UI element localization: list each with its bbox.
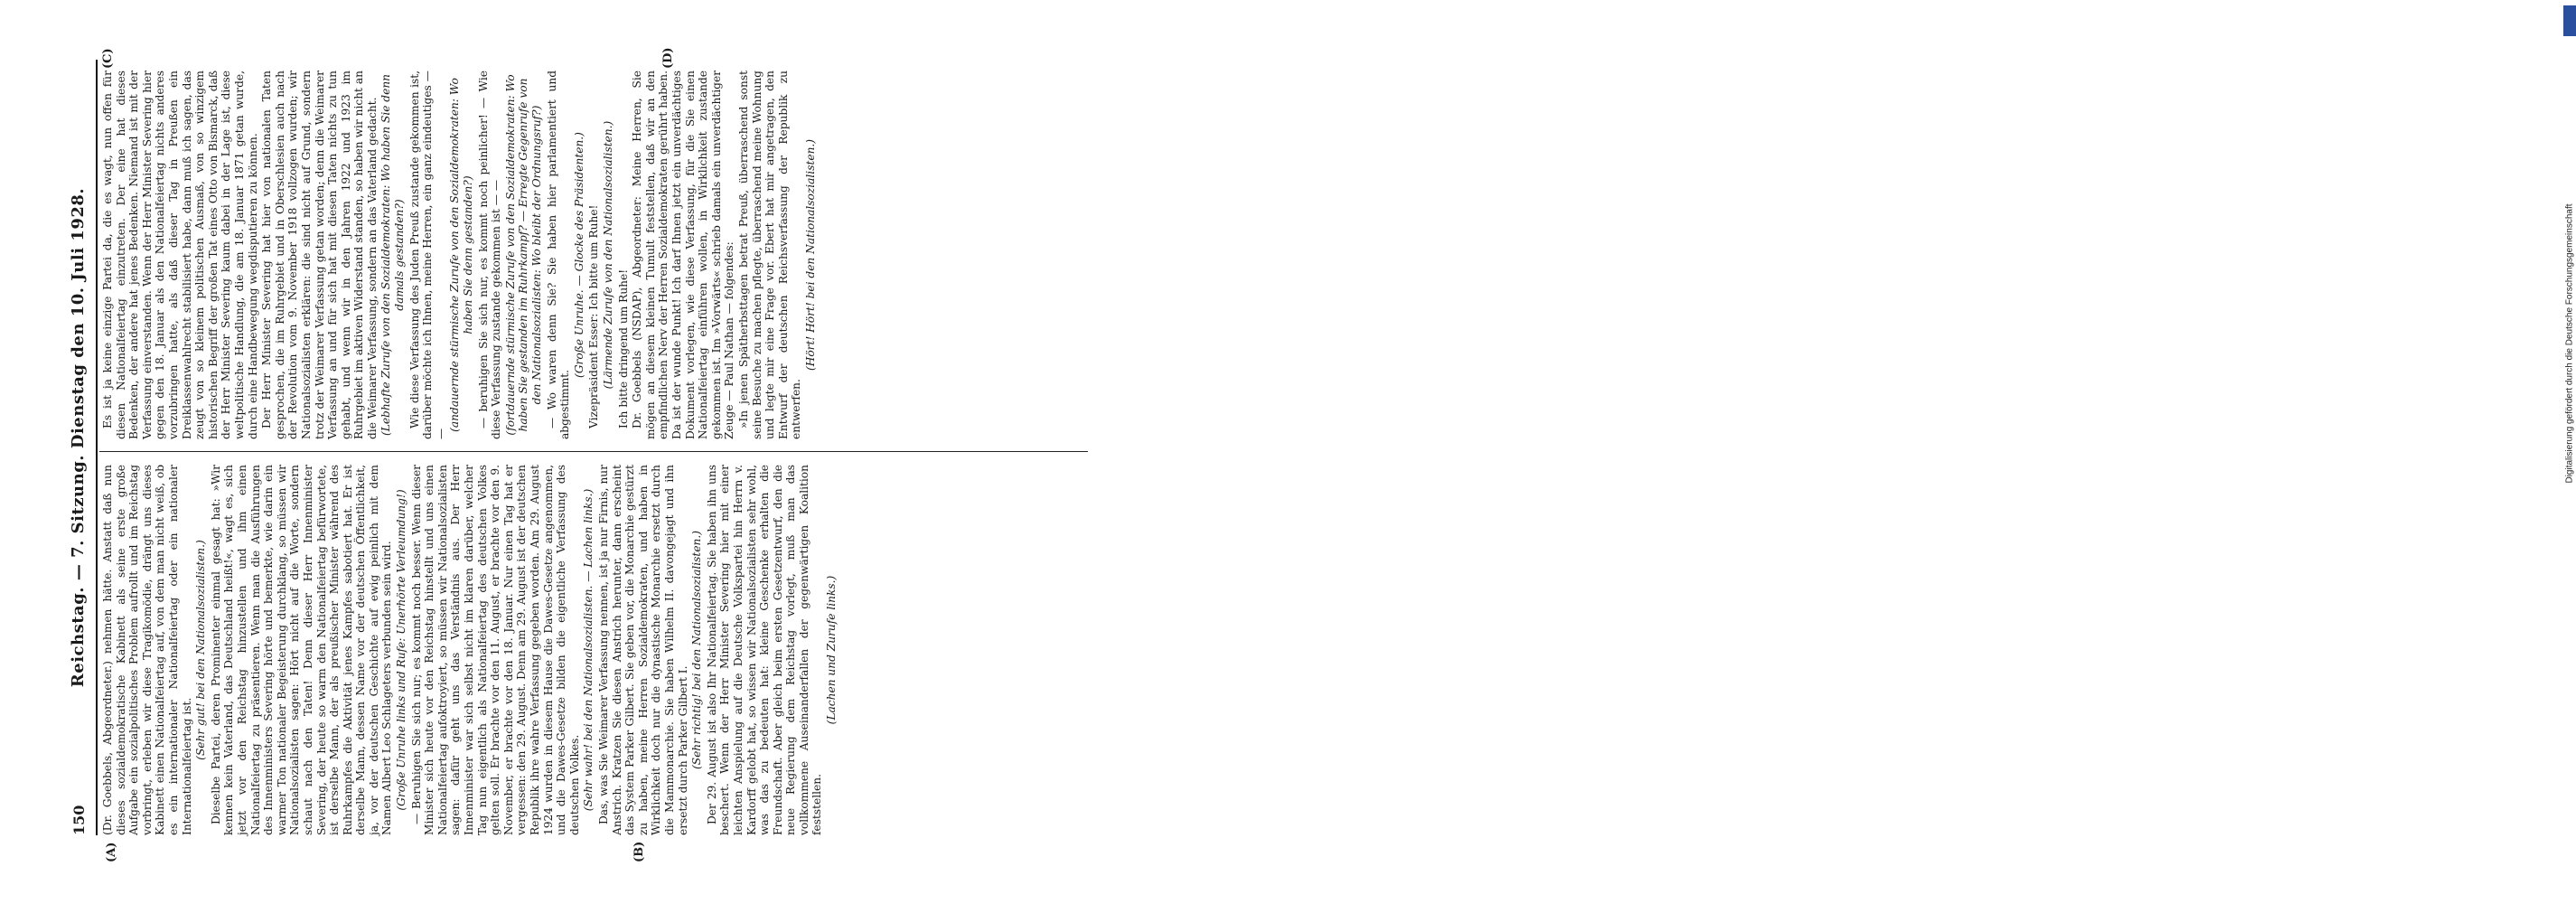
- dfg-sidebar: [1281, 0, 2575, 904]
- interjection: (Große Unruhe. — Glocke des Präsidenten.): [572, 132, 585, 378]
- interjection: (Lebhafte Zurufe von den Sozialdemokraten: Wo haben Sie denn damals gestanden?): [379, 73, 407, 437]
- paragraph: Das, was Sie Weimarer Verfassung nennen, ist ja nur Firnis, nur Anstrich. Kratzen Sie diesen Anstrich herunter, dann erscheint das System Parker Gilbert. Sie geben vor, die Monarchie gestürzt zu haben, meine Herren Sozialdemokraten, und haben in Wirklichkeit doch nur die dynastische Monarchie ersetzt durch die Mammonarchie. Sie haben Wilhelm II. davongejagt und ihn ersetzt durch Parker Gilbert I.: [596, 465, 689, 835]
- interjection: (Lachen und Zurufe links.): [825, 575, 838, 725]
- interjection: (Sehr wahr! bei den Nationalsozialisten. — Lachen links.): [582, 488, 595, 812]
- paragraph: Dieselbe Partei, deren Prominenter einmal gesagt hat: »Wir kennen kein Vaterland, das Deutschland heißt!«, wagt es, sich jetzt vor den Reichstag hinzustellen und ihm einen Nationalfeiertag zu präsentieren. Wenn man die Ausführungen des Innenministers Severing hörte und bemerkte, wie darin ein warmer Ton nationaler Begeisterung durchklang, so müssen wir Nationalsozialisten sagen: Hört nicht auf die Worte, sondern schaut nach den Taten! Denn dieser Herr Innenminister Severing, der heute so warm den Nationalfeiertag befürwortete, ist derselbe Mann, der als preußischer Minister während des Ruhrkampfes die Aktivität jenes Kampfes sabotiert hat. Er ist derselbe Mann, dessen Name vor der deutschen Öffentlichkeit, ja, vor der deutschen Geschichte auf ewig peinlich mit dem Namen Albert Leo Schlageters verbunden sein wird.: [209, 465, 394, 835]
- paragraph: — Wo waren denn Sie? Sie haben hier parlamentiert und abgestimmt.: [545, 71, 572, 439]
- paragraph: — Beruhigen Sie sich nur; es kommt noch besser. Wenn dieser Minister sich heute vor den Reichstag hinstellt und uns einen Nationalfeiertag aufoktroyiert, so müssen wir Nationalsozialisten sagen: dafür geht uns das Verständnis aus. Der Herr Innenminister war sich selbst nicht im klaren darüber, welcher Tag nun eigentlich als Nationalfeiertag des deutschen Volkes gelten soll. Er brachte vor den 11. August, er brachte vor den 9. November, er brachte vor den 18. Januar. Nur einen Tag hat er vergessen: den 29. August. Denn am 29. August ist der deutschen Republik ihre wahre Verfassung gegeben worden. Am 29. August 1924 wurden in diesem Hause die Dawes-Gesetze angenommen, und die Dawes-Gesetze bilden die eigentliche Verfassung des deutschen Volkes.: [409, 465, 581, 835]
- paragraph: Der Herr Minister Severing hat hier von nationalen Taten gesprochen, die im Ruhrgebiet und in Oberschlesien auch nach der Revolution vom 9. November 1918 vollzogen wurden; wir Nationalsozialisten erklären: die sind nicht auf Grund, sondern trotz der Weimarer Verfassung getan worden; denn die Weimarer Verfassung an und für sich hat mit diesen Taten nichts zu tun gehabt, und wenn wir in den Jahren 1922 und 1923 im Ruhrgebiet im aktiven Widerstand standen, so haben wir nicht an die Weimarer Verfassung, sondern an das Vaterland gedacht.: [260, 71, 379, 439]
- margin-marker-b: (B): [632, 841, 646, 862]
- column-divider: [99, 451, 1088, 452]
- interjection: (Sehr richtig! bei den Nationalsozialisten.): [690, 530, 704, 770]
- interjection: (andauernde stürmische Zurufe von den Sozialdemokraten: Wo haben Sie denn gestanden?): [448, 78, 475, 432]
- funding-credit: Digitalisierung gefördert durch die Deutsche Forschungsgemeinschaft: [2564, 203, 2575, 484]
- left-column: [101, 465, 1086, 835]
- paragraph: (Dr. Goebbels, Abgeordneter.) nehmen hätte. Anstatt daß nun dieses sozialdemokratische Kabinett als seine erste große Aufgabe ein sozialpolitisches Problem aufrollt und im Reichstag vorbringt, erleben wir diese Tragikomödie, drängt uns dieses Kabinett einen Nationalfeiertag auf, von dem man nicht weiß, ob es ein internationaler Nationalfeiertag oder ein nationaler Internationalfeiertag ist.: [101, 465, 193, 835]
- dfg-logo: [2563, 5, 2576, 36]
- paragraph: — beruhigen Sie sich nur, es kommt noch peinlicher! — Wie diese Verfassung zustande gekommen ist — —: [476, 71, 503, 439]
- paragraph: Vizepräsident Esser: Ich bitte um Ruhe!: [587, 204, 601, 428]
- paragraph: Wie diese Verfassung des Juden Preuß zustande gekommen ist, darüber möchte ich Ihnen, meine Herren, ein ganz eindeutiges — —: [407, 71, 447, 439]
- interjection: (Lärmende Zurufe von den Nationalsozialisten.): [601, 120, 614, 390]
- interjection: (Hört! Hört! bei den Nationalsozialisten.): [803, 138, 817, 372]
- paragraph: Es ist ja keine einzige Partei da, die es wagt, nun offen für diesen Nationalfeiertag einzutreten. Der eine hat dieses Bedenken, der andere hat jenes Bedenken. Niemand ist mit der Verfassung einverstanden. Wenn der Herr Minister Severing hier gegen den 18. Januar als den Nationalfeiertag nichts anderes vorzubringen hatte, als daß dieser Tag in Preußen ein Dreiklassenwahlrecht stabilisiert habe, dann muß ich sagen, das zeugt von so kleinem politischen Ausmaß, von so winzigem historischen Begriff der großen Tat eines Otto von Bismarck, daß der Herr Minister Severing kaum dabei in der Lage ist, diese weltpolitische Handlung, die am 18. Januar 1871 getan wurde, durch eine Handbewegung wegdisputieren zu können.: [101, 71, 259, 439]
- paragraph: Dr. Goebbels (NSDAP), Abgeordneter: Meine Herren, Sie mögen an diesem kleinen Tumult feststellen, daß wir an den empfindlichen Nerv der Herren Sozialdemokraten gerührt haben. Da ist der wunde Punkt! Ich darf Ihnen jetzt ein unverdächtiges Dokument vorlegen, wie diese Verfassung, für die Sie einen Nationalfeiertag einführen wollen, in Wirklichkeit zustande gekommen ist. Im »Vorwärts« schrieb damals ein unverdächtiger Zeuge — Paul Nathan — folgendes:: [631, 71, 736, 439]
- margin-marker-d: (D): [661, 47, 675, 69]
- quotation: »In jenen Spätherbsttagen betrat Preuß, überraschend sonst seine Besuche zu machen pflegte, überraschend meine Wohnung und legte mir eine Frage vor. Ebert hat mir angetragen, den Entwurf der deutschen Reichsverfassung der Republik zu entwerfen.: [736, 71, 803, 439]
- margin-marker-a: (A): [105, 842, 118, 862]
- page-header: [65, 60, 98, 835]
- margin-marker-c: (C): [101, 48, 115, 69]
- right-column: [101, 71, 1086, 439]
- rotated-page-content: [65, 47, 1091, 862]
- running-title: Reichstag. — 7. Sitzung. Dienstag den 10. Juli 1928.: [69, 187, 88, 688]
- paragraph: Ich bitte dringend um Ruhe!: [616, 268, 630, 428]
- interjection: (Sehr gut! bei den Nationalsozialisten.): [194, 540, 208, 760]
- header-rule: [96, 60, 98, 835]
- interjection: (Große Unruhe links und Rufe: Unerhörte Verleumdung!): [395, 489, 408, 811]
- page-number: 150: [70, 805, 88, 835]
- paragraph: Der 29. August ist also Ihr Nationalfeiertag. Sie haben ihn uns beschert. Wenn der Herr Minister Severing hier mit einer leichten Anspielung auf die Deutsche Volkspartei hin Herrn v. Kardorff gelobt hat, so wissen wir Nationalsozialisten sehr wohl, was das zu bedeuten hat: kleine Geschenke erhalten die Freundschaft. Aber gleich beim ersten Gesetzentwurf, den die neue Regierung dem Reichstag vorlegt, muß man das vollkommene Auseinanderfallen der gegenwärtigen Koalition feststellen.: [705, 465, 824, 835]
- interjection: (fortdauernde stürmische Zurufe von den Sozialdemokraten: Wo haben Sie gestanden im Ruhrkampf? — Erregte Gegenrufe von den Nationalsozialisten: Wo bleibt der Ordnungsruf?): [503, 74, 543, 436]
